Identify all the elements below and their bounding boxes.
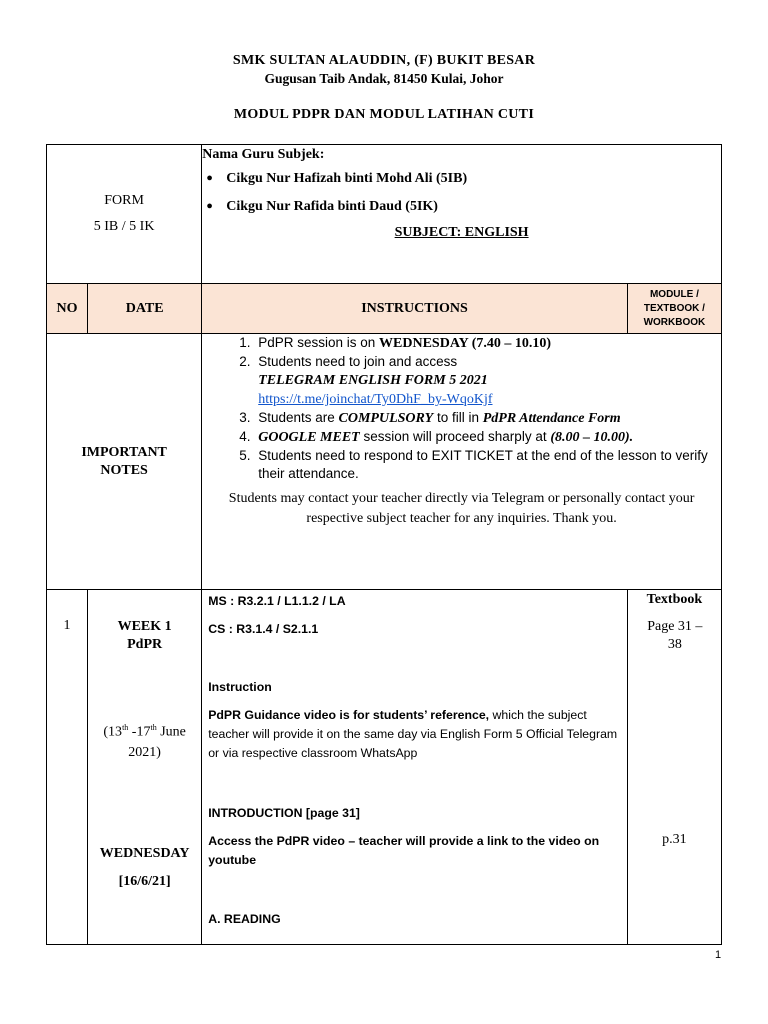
week-date-range: [88, 718, 201, 763]
notes-title-line: IMPORTANT: [81, 444, 167, 460]
date-part: (13: [103, 724, 123, 740]
school-name: SMK SULTAN ALAUDDIN, (F) BUKIT BESAR: [232, 53, 536, 68]
ms-standards: MS : R3.2.1 / L1.1.2 / LA: [208, 594, 346, 608]
date-sup: th: [150, 723, 157, 732]
important-notes-row: [47, 334, 722, 590]
reading-heading: A. READING: [208, 912, 281, 926]
module-title: MODUL PDPR DAN MODUL LATIHAN CUTI: [233, 107, 535, 122]
date-sup: th: [122, 723, 129, 732]
introduction-heading: INTRODUCTION [page 31]: [208, 806, 360, 820]
week-label: [88, 618, 201, 654]
important-notes-title: [47, 334, 202, 590]
guidance-rest: which the subject teacher will provide it on the same day via English Form 5 Official Telegram or via respective classroom WhatsApp: [208, 708, 618, 760]
form-cell: [47, 145, 202, 284]
date-part: June: [156, 724, 186, 740]
school-address: Gugusan Taib Andak, 81450 Kulai, Johor: [264, 71, 504, 86]
teacher-list: [202, 171, 721, 215]
note-text: Students are: [258, 410, 339, 425]
teacher-heading: Nama Guru Subjek:: [202, 147, 325, 162]
week-title: WEEK 1: [117, 619, 172, 634]
guidance-text: [208, 706, 618, 763]
telegram-link[interactable]: https://t.me/joinchat/Ty0DhF_by-WqoKjf: [258, 392, 493, 407]
week-row: [47, 590, 722, 945]
column-header-row: [47, 284, 722, 334]
header-date: DATE: [88, 284, 202, 334]
note-item: [254, 409, 713, 428]
textbook-label: Textbook: [646, 592, 703, 607]
teacher-item: ● Cikgu Nur Rafida binti Daud (5IK): [226, 199, 721, 215]
session-date: [16/6/21]: [118, 874, 171, 889]
page-number: 1: [715, 949, 722, 961]
textbook-pages: Page 31 – 38: [647, 619, 703, 652]
info-row: [47, 145, 722, 284]
date-range-year: 2021): [128, 744, 161, 760]
module-cell: [627, 590, 721, 945]
date-cell: [88, 590, 202, 945]
session-day: WEDNESDAY: [99, 846, 190, 861]
teacher-item: ● Cikgu Nur Hafizah binti Mohd Ali (5IB): [226, 171, 721, 187]
date-part: -17: [128, 724, 151, 740]
week-subtitle: PdPR: [127, 637, 163, 652]
note-text: session will proceed sharply at: [359, 429, 551, 444]
header-module: [627, 284, 721, 334]
notes-title-line: NOTES: [100, 462, 148, 478]
subject-title: SUBJECT: ENGLISH: [394, 225, 529, 240]
attendance-form-label: PdPR Attendance Form: [482, 411, 621, 426]
header-instructions: INSTRUCTIONS: [202, 284, 628, 334]
instructions-cell: [202, 590, 628, 945]
note-item: [254, 334, 713, 353]
note-bold: (8.00 – 10.00).: [550, 430, 634, 445]
guidance-bold: PdPR Guidance video is for students’ reference,: [208, 708, 490, 722]
form-label: FORM: [104, 193, 144, 208]
note-bold: WEDNESDAY (7.40 – 10.10): [379, 336, 552, 351]
teacher-cell: [202, 145, 722, 284]
notes-content: [202, 334, 722, 590]
note-bold: COMPULSORY: [338, 411, 434, 426]
notes-footer: Students may contact your teacher directly via Telegram or personally contact your respective subject teacher for any inquiries. Thank you.: [228, 491, 695, 526]
note-item: [254, 353, 713, 409]
access-video-text: Access the PdPR video – teacher will provide a link to the video on youtube: [208, 834, 600, 867]
note-item: [254, 428, 713, 447]
note-text: to fill in: [433, 410, 483, 425]
form-classes: 5 IB / 5 IK: [93, 219, 155, 234]
note-text: Students need to respond to EXIT TICKET at the end of the lesson to verify their attendance.: [258, 448, 708, 481]
date-range-line: [88, 718, 201, 743]
cs-standards: CS : R3.1.4 / S2.1.1: [208, 622, 319, 636]
telegram-group-name: TELEGRAM ENGLISH FORM 5 2021: [258, 373, 488, 388]
note-text: Students need to join and access: [258, 354, 458, 369]
note-text: PdPR session is on: [258, 335, 380, 350]
module-table: [46, 144, 722, 945]
page-reference: p.31: [662, 832, 687, 847]
header-module-line: MODULE /: [649, 288, 699, 300]
header-module-line: TEXTBOOK /: [643, 302, 705, 314]
note-bold: GOOGLE MEET: [258, 430, 360, 445]
row-number: 1: [63, 618, 71, 633]
header-module-line: WORKBOOK: [643, 316, 706, 328]
note-item: [254, 447, 713, 483]
instruction-label: Instruction: [208, 680, 272, 694]
header-no: NO: [47, 284, 88, 334]
row-number-cell: [47, 590, 88, 945]
notes-list: [202, 334, 721, 483]
